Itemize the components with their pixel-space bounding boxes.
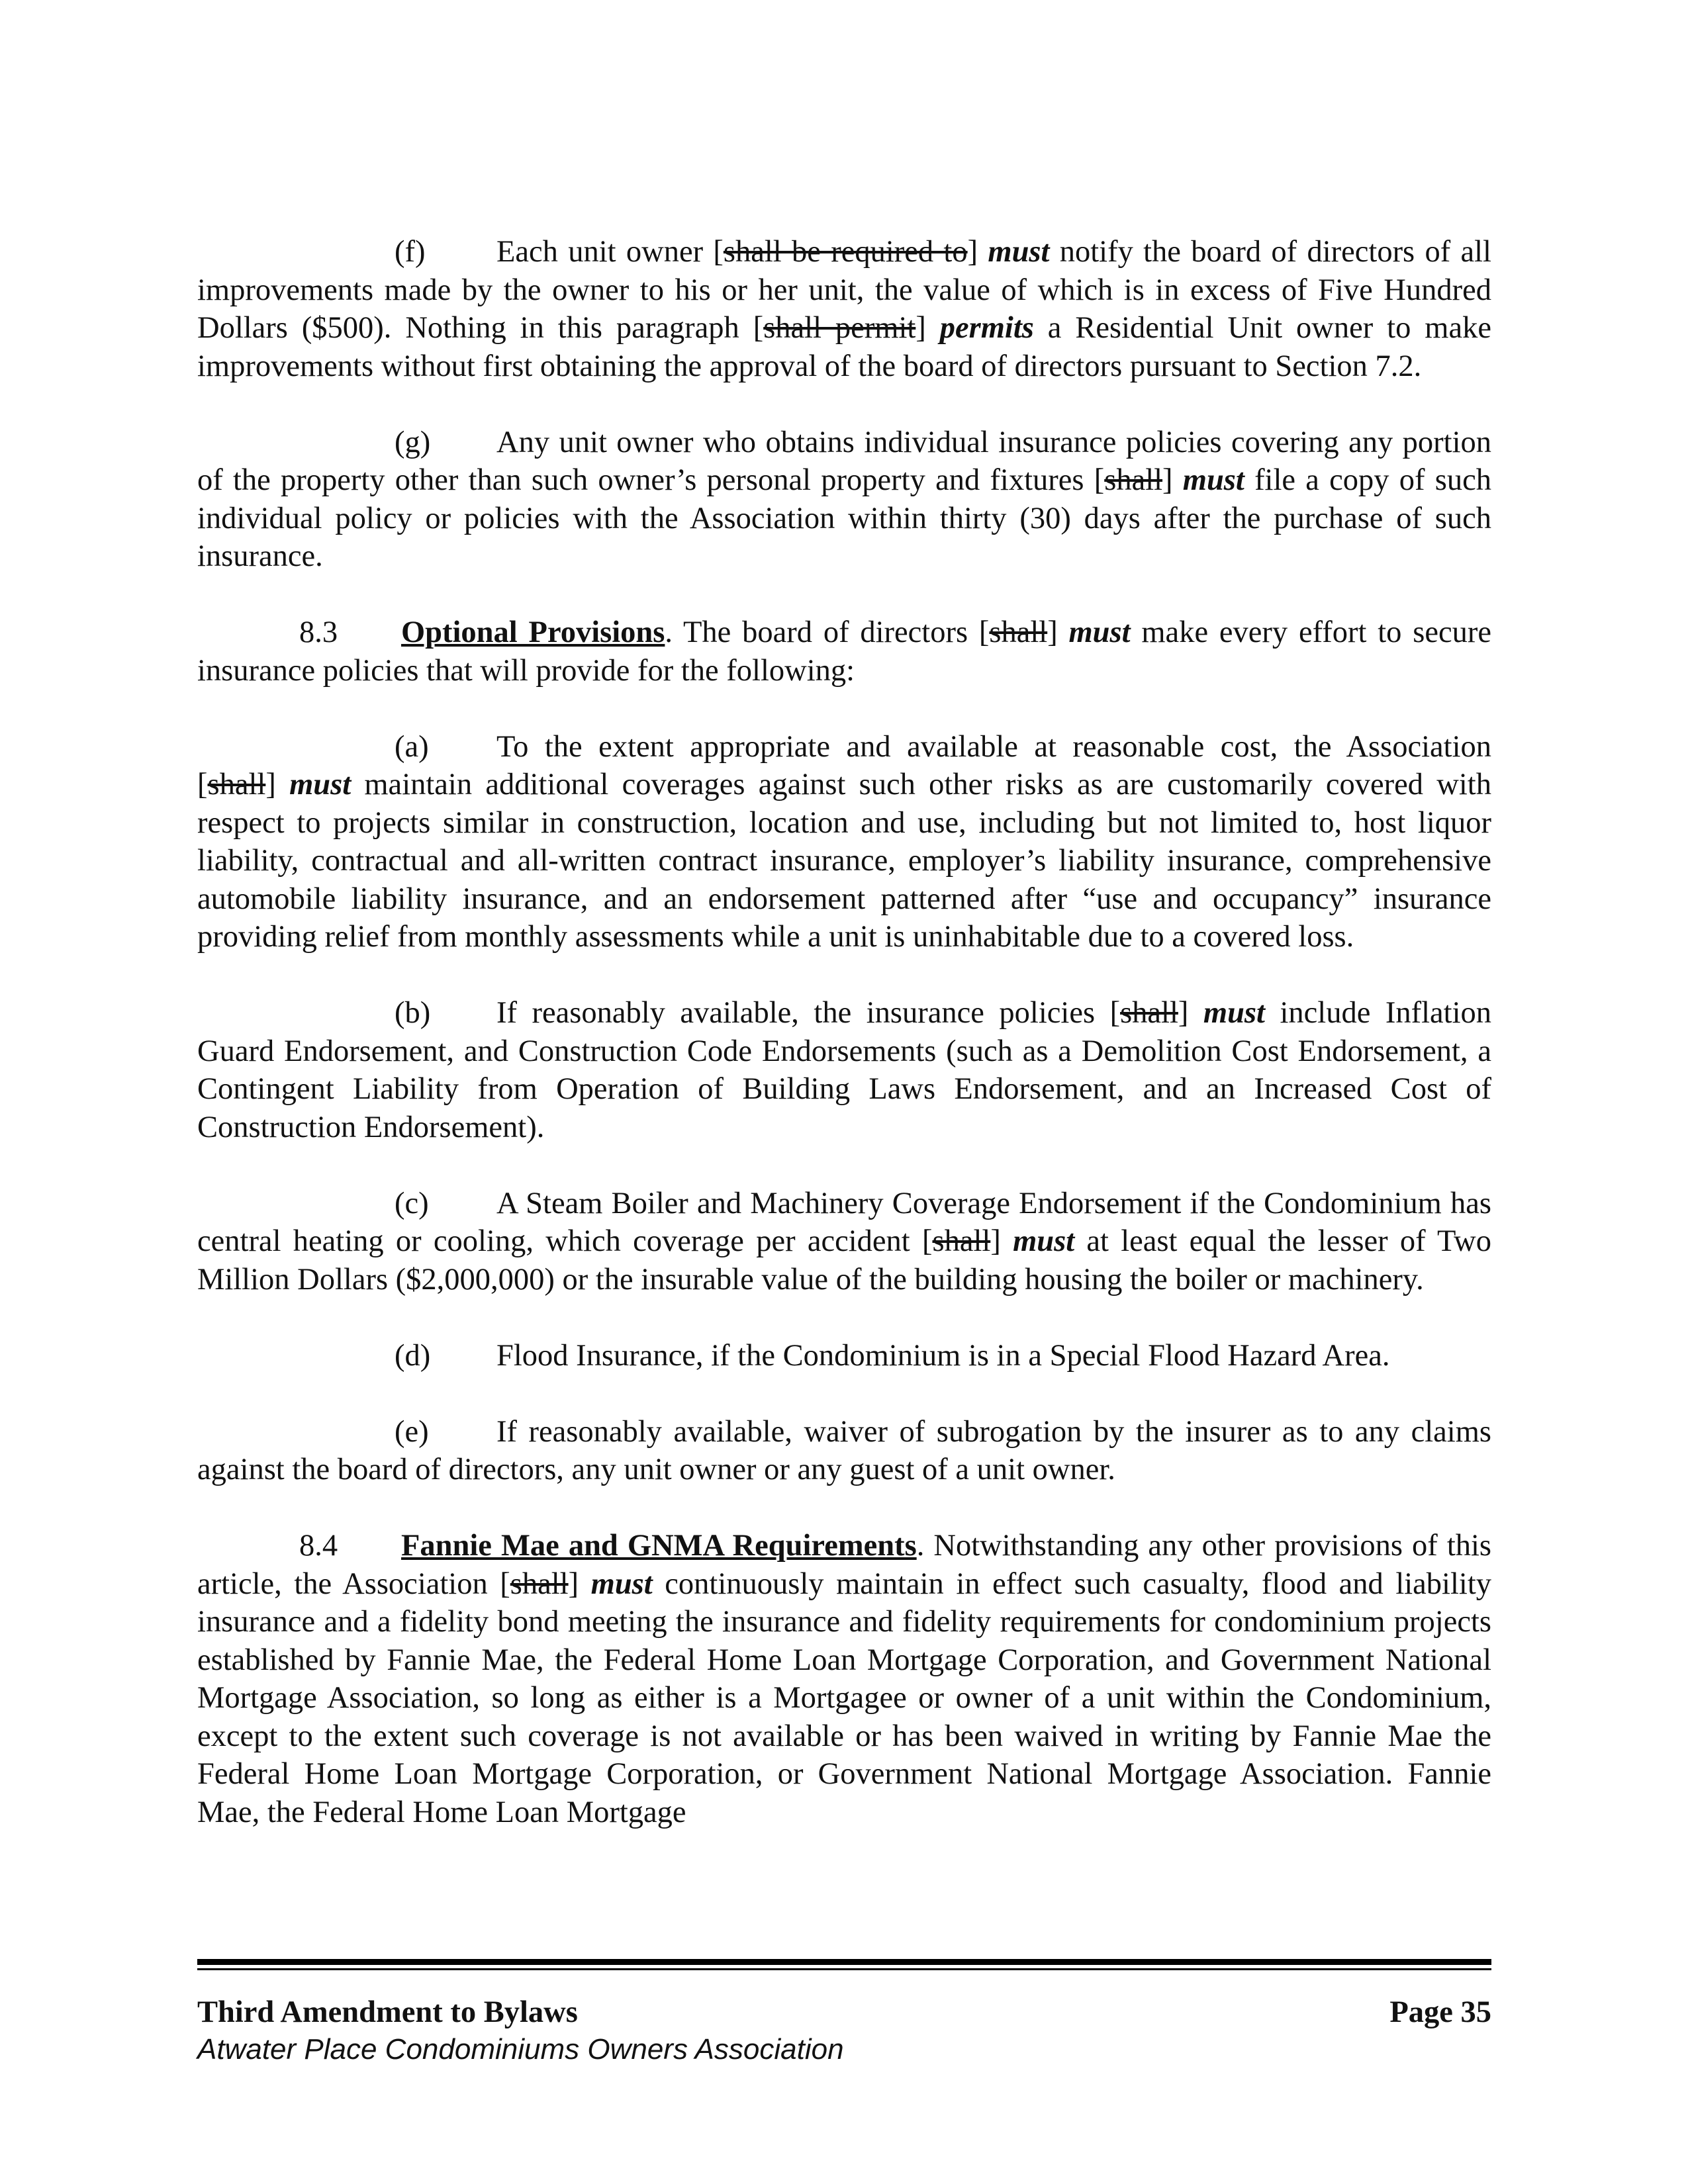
inserted-text: must bbox=[988, 235, 1050, 269]
deleted-text: shall bbox=[1104, 463, 1163, 497]
deleted-text: shall bbox=[1120, 996, 1178, 1030]
deleted-text: shall permit bbox=[763, 311, 916, 345]
section-number: 8.4 bbox=[299, 1529, 338, 1563]
inserted-text: must bbox=[590, 1567, 653, 1601]
deleted-text: shall bbox=[932, 1224, 991, 1258]
section-8-3: 8.3 Optional Provisions. The board of directors [shall] must make every effort to secure insurance policies that will provide for the following: bbox=[197, 614, 1491, 690]
footer-page-number: Page 35 bbox=[1389, 1995, 1491, 2029]
footer-rule-thick bbox=[197, 1959, 1491, 1965]
inserted-text: permits bbox=[939, 311, 1034, 345]
paragraph-g: (g) Any unit owner who obtains individual insurance policies covering any portion of the property other than such owner’s personal property and fixtures [shall] must file a copy of such individual policy or policies with the Association within thirty (30) days after the purchase of such insurance. bbox=[197, 424, 1491, 576]
paragraph-e: (e) If reasonably available, waiver of subrogation by the insurer as to any claims against the board of directors, any unit owner or any guest of a unit owner. bbox=[197, 1413, 1491, 1489]
paragraph-label: (b) bbox=[395, 996, 431, 1030]
paragraph-b: (b) If reasonably available, the insurance policies [shall] must include Inflation Guard Endorsement, and Construction Code Endorsements (such as a Demolition Cost Endorsement, a Contingent Liability from Operation of Building Laws Endorsement, and an Increased Cost of Construction Endorsement). bbox=[197, 994, 1491, 1146]
paragraph-f: (f) Each unit owner [shall be required to] must notify the board of directors of all improvements made by the owner to his or her unit, the value of which is in excess of Five Hundred Dollars ($500). Nothing in this paragraph [shall permit] permits a Residential Unit owner to make improvements without first obtaining the approval of the board of directors pursuant to Section 7.2. bbox=[197, 233, 1491, 385]
inserted-text: must bbox=[1203, 996, 1265, 1030]
section-8-4: 8.4 Fannie Mae and GNMA Requirements. Notwithstanding any other provisions of this article, the Association [shall] must continuously maintain in effect such casualty, flood and liability insurance and a fidelity bond meeting the insurance and fidelity requirements for condominium projects established by Fannie Mae, the Federal Home Loan Mortgage Corporation, and Government National Mortgage Association, so long as either is a Mortgagee or owner of a unit within the Condominium, except to the extent such coverage is not available or has been waived in writing by Fannie Mae the Federal Home Loan Mortgage Corporation, or Government National Mortgage Association. Fannie Mae, the Federal Home Loan Mortgage bbox=[197, 1527, 1491, 1831]
paragraph-c: (c) A Steam Boiler and Machinery Coverage Endorsement if the Condominium has central heating or cooling, which coverage per accident [shall] must at least equal the lesser of Two Million Dollars ($2,000,000) or the insurable value of the building housing the boiler or machinery. bbox=[197, 1185, 1491, 1299]
paragraph-a: (a) To the extent appropriate and available at reasonable cost, the Association [shall] must maintain additional coverages against such other risks as are customarily covered with respect to projects similar in construction, location and use, including but not limited to, host liquor liability, contractual and all-written contract insurance, employer’s liability insurance, comprehensive automobile liability insurance, and an endorsement patterned after “use and occupancy” insurance providing relief from monthly assessments while a unit is uninhabitable due to a covered loss. bbox=[197, 728, 1491, 956]
section-number: 8.3 bbox=[299, 615, 338, 649]
paragraph-label: (d) bbox=[395, 1338, 431, 1373]
inserted-text: must bbox=[1182, 463, 1244, 497]
paragraph-label: (e) bbox=[395, 1414, 429, 1449]
document-body bbox=[197, 233, 1491, 1831]
paragraph-label: (a) bbox=[395, 729, 429, 764]
footer-document-title: Third Amendment to Bylaws bbox=[197, 1995, 578, 2029]
deleted-text: shall bbox=[989, 615, 1048, 649]
inserted-text: must bbox=[1013, 1224, 1075, 1258]
inserted-text: must bbox=[1068, 615, 1131, 649]
paragraph-d: (d) Flood Insurance, if the Condominium is in a Special Flood Hazard Area. bbox=[197, 1337, 1491, 1375]
footer-association-name: Atwater Place Condominiums Owners Association bbox=[197, 2033, 844, 2066]
paragraph-label: (c) bbox=[395, 1186, 429, 1220]
deleted-text: shall bbox=[207, 768, 266, 801]
paragraph-label: (f) bbox=[395, 235, 426, 269]
footer-rule-thin bbox=[197, 1968, 1491, 1970]
section-heading: Fannie Mae and GNMA Requirements bbox=[401, 1529, 917, 1563]
deleted-text: shall be required to bbox=[723, 235, 968, 269]
paragraph-label: (g) bbox=[395, 425, 431, 459]
deleted-text: shall bbox=[510, 1567, 569, 1601]
section-heading: Optional Provisions bbox=[401, 615, 665, 649]
inserted-text: must bbox=[289, 768, 352, 801]
